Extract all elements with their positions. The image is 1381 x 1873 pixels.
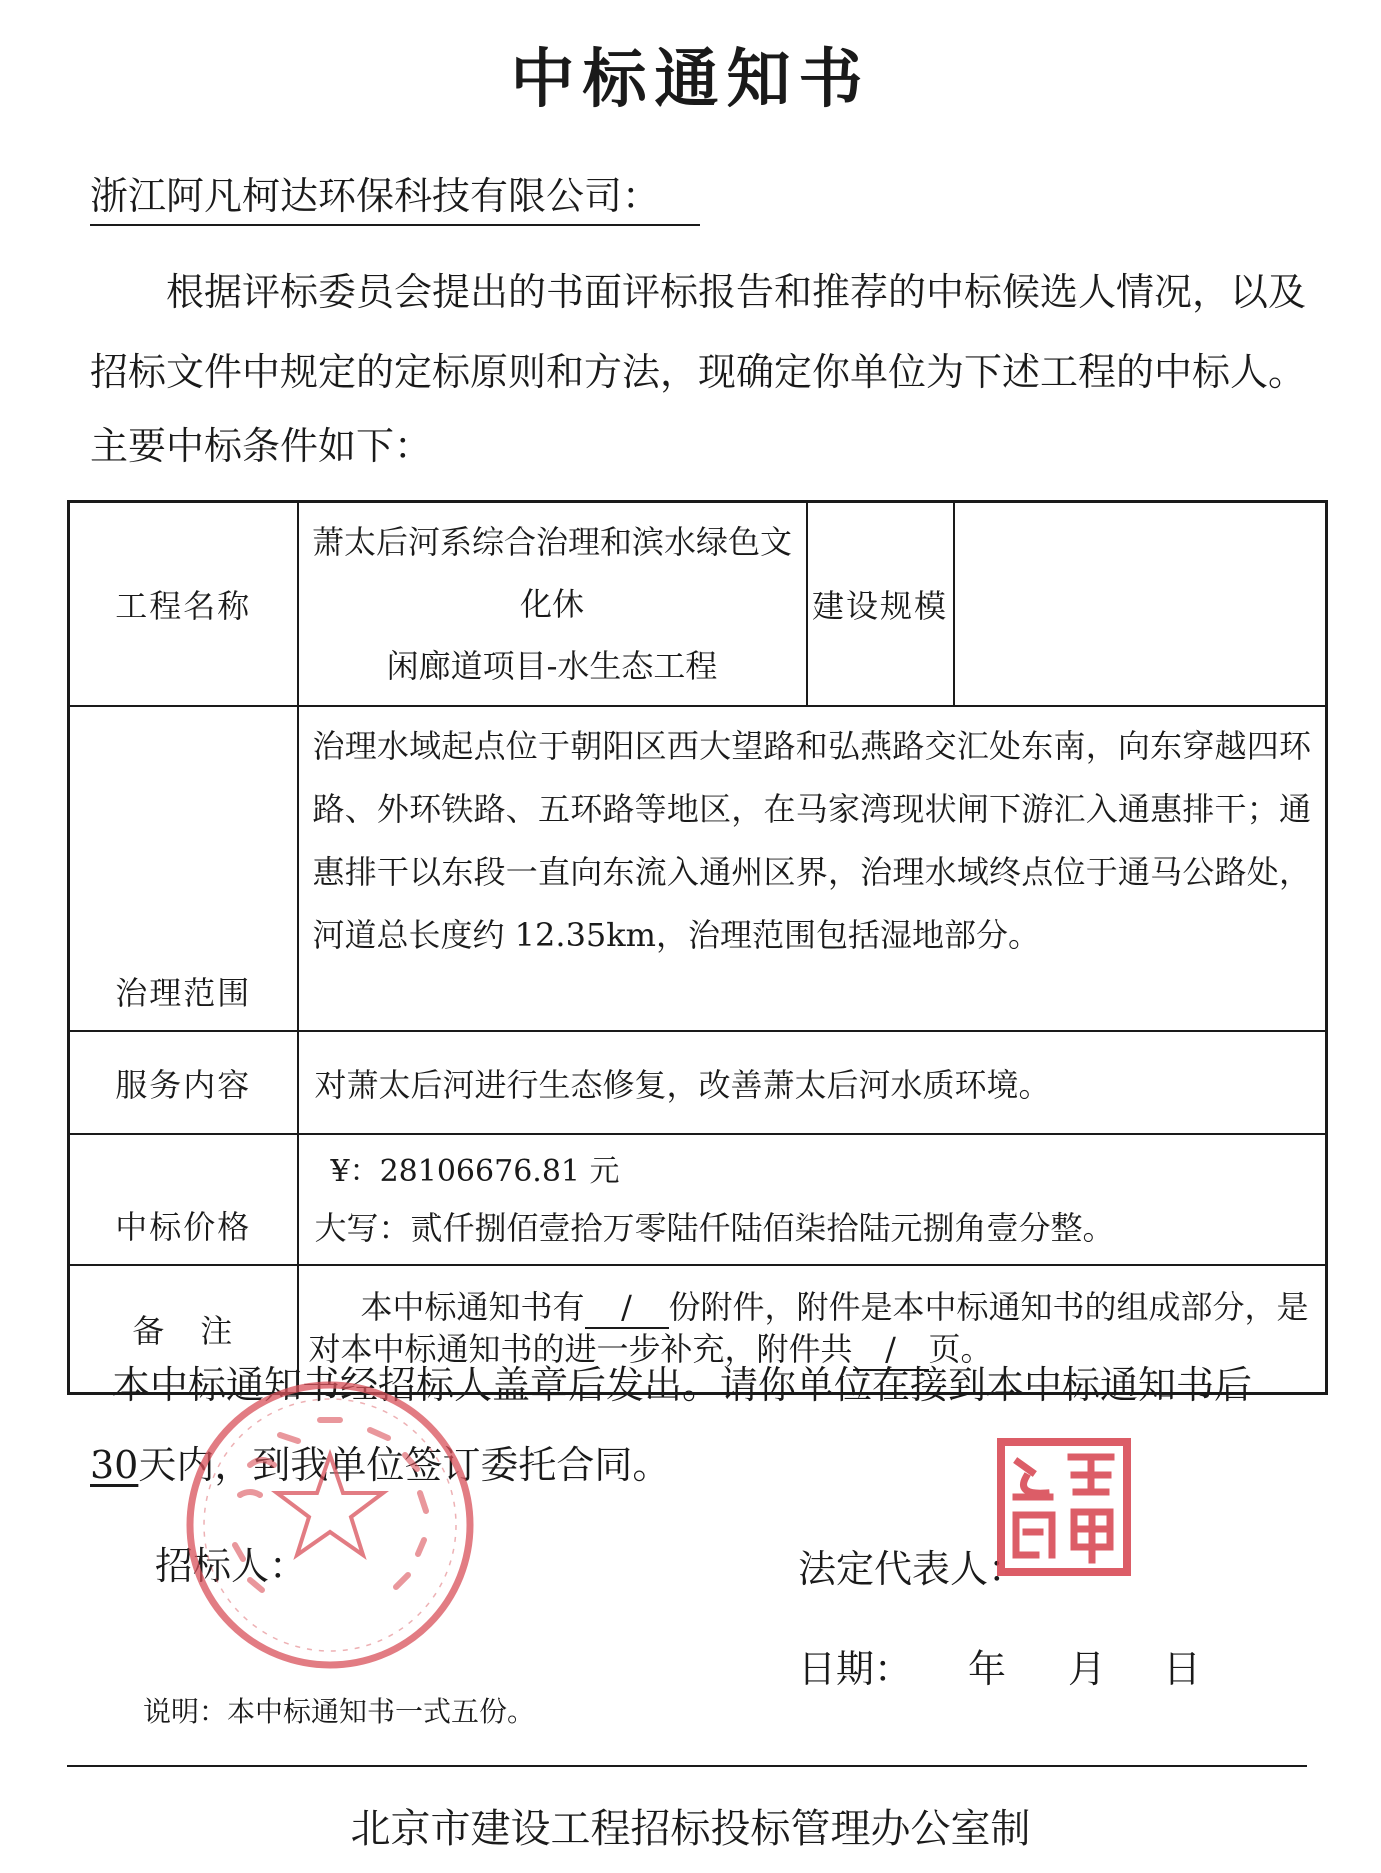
date-month: 月 [1068, 1647, 1107, 1691]
remark-label: 备 注 [69, 1265, 298, 1393]
scope-label: 治理范围 [69, 706, 298, 1031]
project-name-line2: 闲廊道项目-水生态工程 [386, 647, 718, 685]
table-row-project [69, 502, 1327, 707]
contract-days: 30 [90, 1443, 139, 1487]
remark-text-3: 页。 [928, 1329, 993, 1368]
document-title: 中标通知书 [510, 43, 871, 117]
service-value: 对萧太后河进行生态修复，改善萧太后河水质环境。 [298, 1031, 1327, 1134]
price-figure: ¥：28106676.81 元 [330, 1153, 620, 1189]
date-label: 日期： [798, 1647, 913, 1691]
addressee: 浙江阿凡柯达环保科技有限公司： [90, 165, 700, 226]
tenderer-label: 招标人： [155, 1544, 308, 1588]
instruction-line-1: 本中标通知书经招标人盖章后发出。请你单位在接到本中标通知书后 [112, 1363, 1253, 1407]
price-words: 大写：贰仟捌佰壹拾万零陆仟陆佰柒拾陆元捌角壹分整。 [314, 1208, 1115, 1247]
award-terms-table [67, 500, 1328, 1395]
official-round-stamp [180, 1375, 480, 1679]
footer-issuer: 北京市建设工程招标投标管理办公室制 [350, 1806, 1031, 1852]
instruction-line-2-text: 天内，到我单位签订委托合同。 [138, 1443, 671, 1487]
date-year: 年 [968, 1647, 1007, 1691]
table-row-scope [69, 706, 1327, 1031]
copies-note: 说明：本中标通知书一式五份。 [143, 1695, 536, 1728]
scale-value [954, 502, 1327, 707]
service-label: 服务内容 [69, 1031, 298, 1134]
legal-representative-label: 法定代表人： [798, 1547, 1027, 1591]
project-name-line1: 萧太后河系综合治理和滨水绿色文化休 [311, 523, 792, 623]
attachment-count-blank: / [585, 1287, 669, 1329]
footer-divider [67, 1765, 1307, 1767]
attachment-pages-blank: / [853, 1329, 929, 1371]
intro-paragraph: 根据评标委员会提出的书面评标报告和推荐的中标候选人情况，以及招标文件中规定的定标原则和方法，现确定你单位为下述工程的中标人。 [90, 270, 1307, 394]
project-name-label: 工程名称 [69, 502, 298, 707]
legal-rep-square-seal [996, 1437, 1132, 1581]
date-day: 日 [1163, 1647, 1202, 1691]
table-row-service [69, 1031, 1327, 1134]
price-value [298, 1134, 1327, 1265]
price-label: 中标价格 [69, 1134, 298, 1265]
scale-label: 建设规模 [807, 502, 954, 707]
main-terms-label: 主要中标条件如下： [90, 424, 433, 468]
scope-value: 治理水域起点位于朝阳区西大望路和弘燕路交汇处东南，向东穿越四环路、外环铁路、五环路等地区，在马家湾现状闸下游汇入通惠排干；通惠排干以东段一直向东流入通州区界，治理水域终点位于通马公路处，河道总长度约 12.35km，治理范围包括湿地部分。 [298, 706, 1327, 1031]
table-row-price [69, 1134, 1327, 1265]
project-name-value [298, 502, 807, 707]
remark-text-1: 本中标通知书有 [360, 1287, 585, 1326]
remark-text-2: 份附件，附件是本中标通知书的组成部分，是对本中标通知书的进一步补充，附件共 [308, 1287, 1309, 1368]
